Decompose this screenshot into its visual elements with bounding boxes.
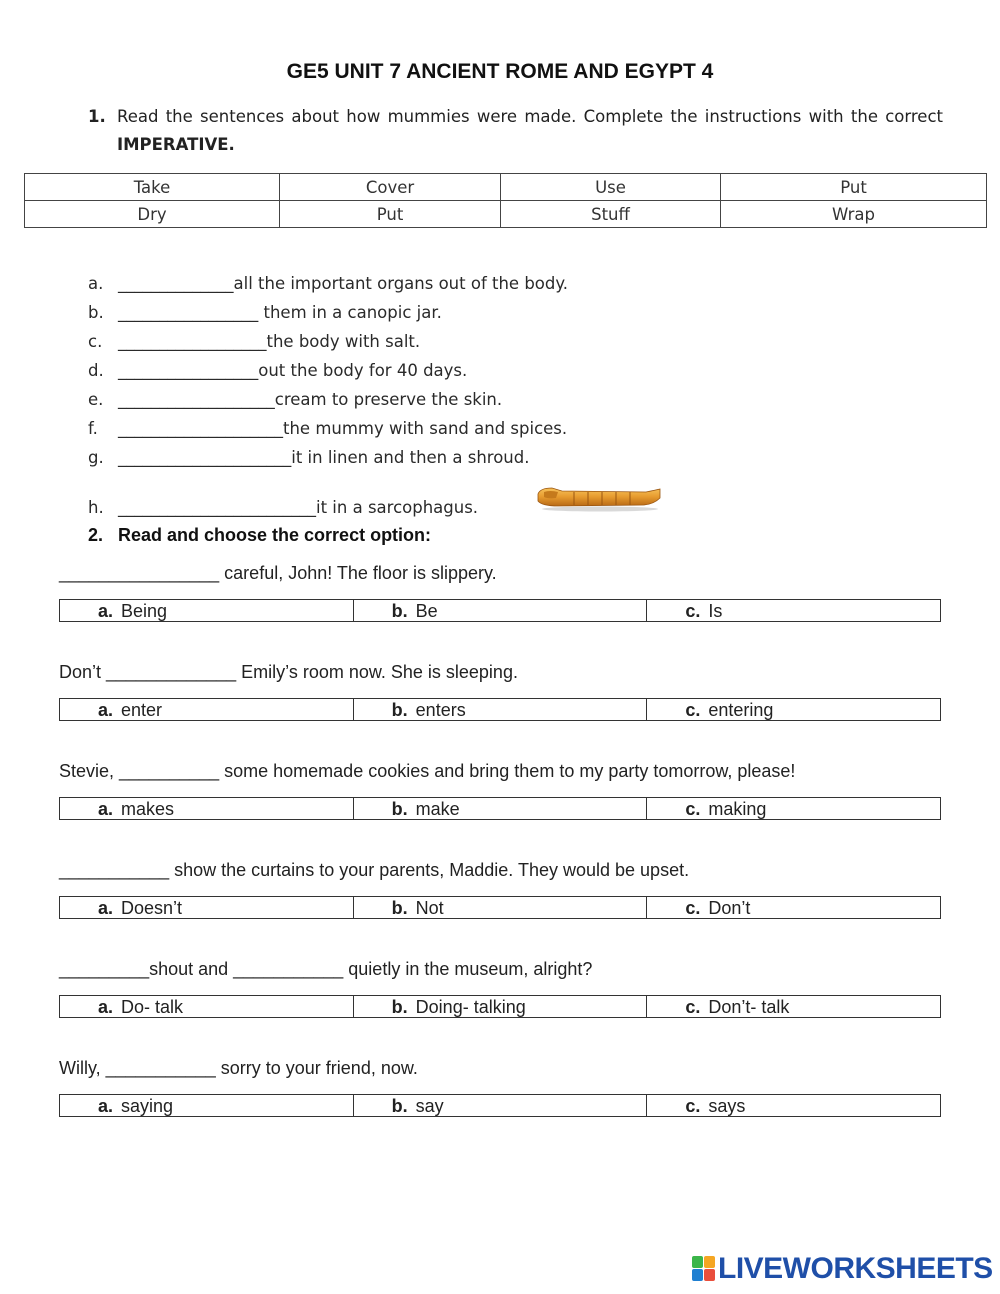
question-prompt: Stevie, __________ some homemade cookies and bring them to my party tomorrow, please! (59, 761, 796, 781)
option-text: says (708, 1096, 746, 1116)
question-prompt: Don’t _____________ Emily’s room now. She is sleeping. (59, 662, 518, 682)
option-b[interactable] (353, 699, 647, 720)
sentence-text: ______________all the important organs out of the body. (118, 274, 569, 293)
option-letter: c. (685, 898, 701, 918)
word-bank-cell: Stuff (501, 201, 721, 228)
option-text: say (415, 1096, 444, 1116)
option-text: Is (708, 601, 723, 621)
option-letter: c. (685, 799, 701, 819)
word-bank-cell: Use (501, 174, 721, 201)
option-c[interactable] (646, 996, 940, 1017)
question-prompt: Willy, ___________ sorry to your friend, now. (59, 1058, 418, 1078)
sentence-text: ________________________it in a sarcophagus. (118, 498, 479, 517)
option-text: Doing- talking (415, 997, 526, 1017)
option-letter: a. (98, 898, 114, 918)
option-b[interactable] (353, 996, 647, 1017)
option-letter: c. (685, 700, 701, 720)
sentence-letter: e. (88, 390, 104, 409)
option-letter: a. (98, 799, 114, 819)
option-c[interactable] (646, 1095, 940, 1116)
sentence-c[interactable] (88, 332, 420, 351)
option-c[interactable] (646, 798, 940, 819)
sentence-letter: d. (88, 361, 104, 380)
options-row (59, 797, 941, 820)
sentence-letter: f. (88, 419, 98, 438)
sentence-text: _____________________it in linen and then a shroud. (118, 448, 530, 467)
option-a[interactable] (60, 1095, 353, 1116)
sentence-text: _________________ them in a canopic jar. (118, 303, 442, 322)
option-text: Be (415, 601, 438, 621)
option-letter: b. (391, 700, 408, 720)
word-bank-table (24, 173, 987, 228)
option-letter: c. (685, 601, 701, 621)
sentence-text: __________________the body with salt. (118, 332, 421, 351)
liveworksheets-logo-text: LIVEWORKSHEETS (718, 1252, 993, 1285)
option-text: making (708, 799, 767, 819)
option-letter: c. (685, 997, 701, 1017)
options-row (59, 599, 941, 622)
sentence-g[interactable] (88, 448, 530, 467)
options-row (59, 698, 941, 721)
sentence-text: _________________out the body for 40 days. (118, 361, 468, 380)
option-text: Doesn’t (121, 898, 183, 918)
option-b[interactable] (353, 897, 647, 918)
word-bank-cell: Put (721, 174, 987, 201)
option-a[interactable] (60, 897, 353, 918)
option-c[interactable] (646, 897, 940, 918)
option-letter: a. (98, 997, 114, 1017)
option-text: Do- talk (121, 997, 184, 1017)
option-letter: a. (98, 1096, 114, 1116)
sentence-d[interactable] (88, 361, 467, 380)
option-c[interactable] (646, 600, 940, 621)
options-row (59, 896, 941, 919)
question-2-text: Read and choose the correct option: (118, 525, 432, 545)
option-letter: b. (391, 601, 408, 621)
sarcophagus-icon (534, 484, 664, 512)
option-a[interactable] (60, 699, 353, 720)
liveworksheets-mark-icon (692, 1256, 716, 1282)
question-1-number: 1. (88, 107, 106, 126)
option-text: makes (121, 799, 175, 819)
option-b[interactable] (353, 798, 647, 819)
option-c[interactable] (646, 699, 940, 720)
question-2-number: 2. (88, 525, 104, 545)
question-1-text (117, 103, 943, 159)
sentence-f[interactable] (88, 419, 567, 438)
option-b[interactable] (353, 600, 647, 621)
sentence-letter: b. (88, 303, 104, 322)
sentence-letter: a. (88, 274, 104, 293)
option-text: Being (121, 601, 168, 621)
options-row (59, 995, 941, 1018)
word-bank-cell: Wrap (721, 201, 987, 228)
option-letter: b. (391, 1096, 408, 1116)
sentence-h[interactable] (88, 498, 478, 517)
option-text: Don’t- talk (708, 997, 790, 1017)
question-prompt: _________shout and ___________ quietly in the museum, alright? (59, 959, 593, 979)
option-a[interactable] (60, 996, 353, 1017)
option-letter: b. (391, 898, 408, 918)
liveworksheets-logo[interactable] (692, 1252, 993, 1286)
word-bank-row (25, 174, 987, 201)
question-1-text-bold: IMPERATIVE. (117, 135, 235, 154)
option-letter: a. (98, 700, 114, 720)
option-a[interactable] (60, 798, 353, 819)
option-a[interactable] (60, 600, 353, 621)
word-bank-cell: Dry (25, 201, 280, 228)
option-text: Not (415, 898, 444, 918)
option-letter: c. (685, 1096, 701, 1116)
option-text: make (415, 799, 460, 819)
word-bank-row (25, 201, 987, 228)
page-title: GE5 UNIT 7 ANCIENT ROME AND EGYPT 4 (286, 60, 714, 83)
option-text: enters (415, 700, 466, 720)
word-bank-cell: Take (25, 174, 280, 201)
word-bank-cell: Put (280, 201, 501, 228)
question-1-instructions (88, 103, 943, 159)
sentence-text: ___________________cream to preserve the skin. (118, 390, 503, 409)
word-bank-cell: Cover (280, 174, 501, 201)
question-prompt: ________________ careful, John! The floor is slippery. (59, 563, 497, 583)
sentence-letter: h. (88, 498, 104, 517)
option-letter: b. (391, 799, 408, 819)
sentence-b[interactable] (88, 303, 442, 322)
option-text: Don’t (708, 898, 751, 918)
sentence-letter: g. (88, 448, 104, 467)
sentence-a[interactable] (88, 274, 568, 293)
question-prompt: ___________ show the curtains to your parents, Maddie. They would be upset. (59, 860, 690, 880)
question-2-title (88, 525, 431, 546)
option-b[interactable] (353, 1095, 647, 1116)
option-letter: b. (391, 997, 408, 1017)
option-text: enter (121, 700, 163, 720)
options-row (59, 1094, 941, 1117)
sentence-text: ____________________the mummy with sand and spices. (118, 419, 568, 438)
option-text: entering (708, 700, 774, 720)
option-text: saying (121, 1096, 174, 1116)
sentence-e[interactable] (88, 390, 502, 409)
question-1-text-plain: Read the sentences about how mummies were made. Complete the instructions with the correct (117, 107, 943, 126)
sentence-letter: c. (88, 332, 103, 351)
option-letter: a. (98, 601, 114, 621)
